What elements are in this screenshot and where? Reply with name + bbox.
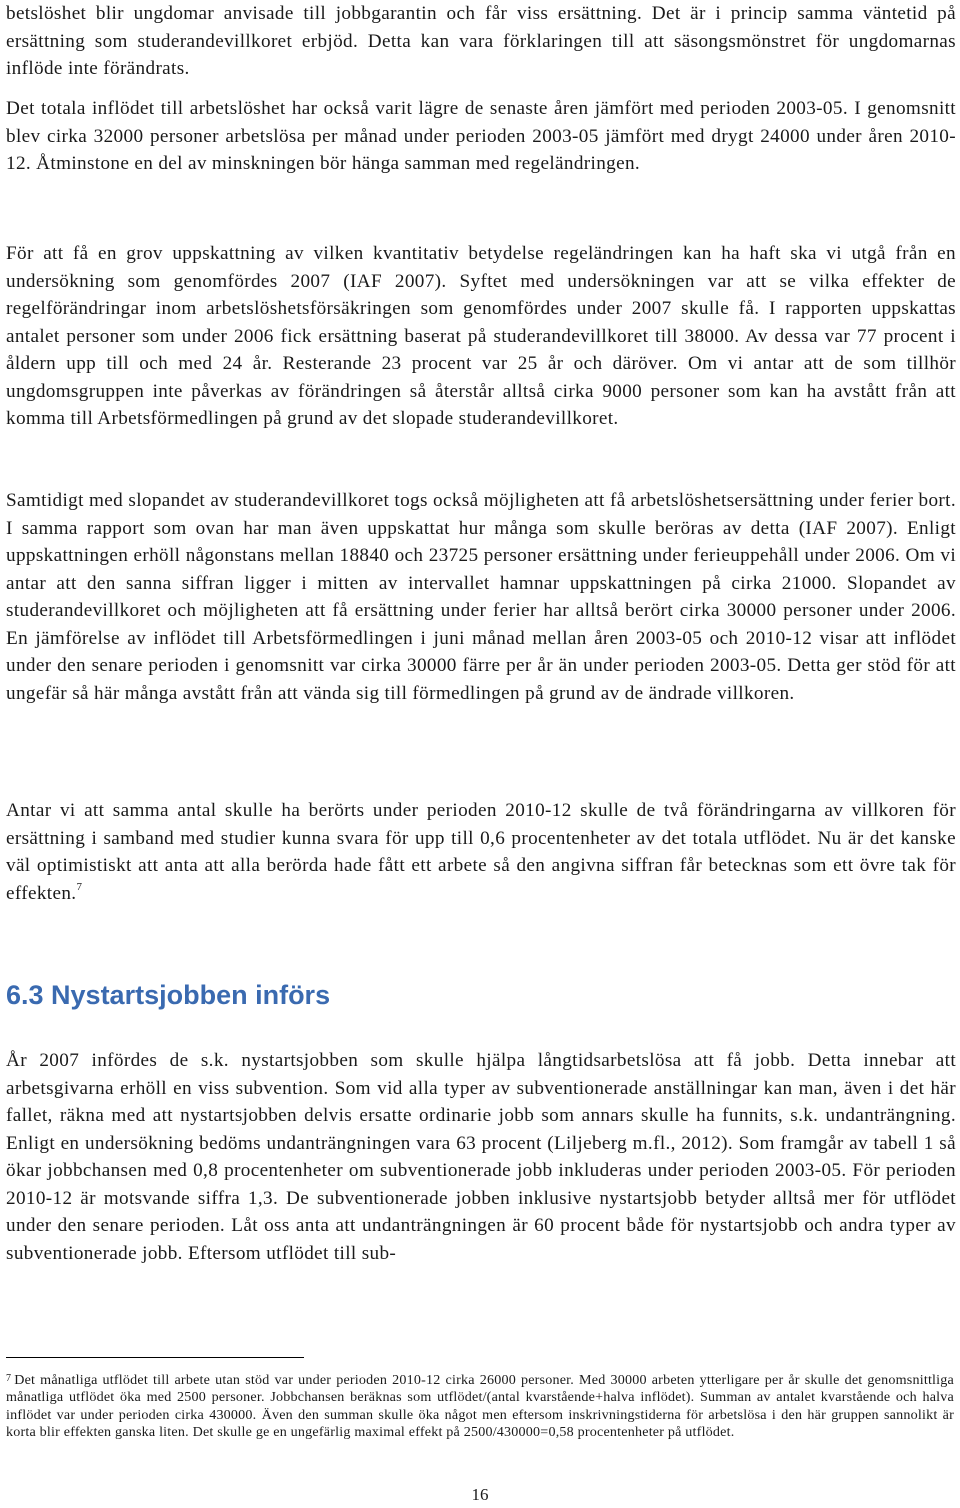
paragraph-holiday-compensation: Samtidigt med slopandet av studerandevillkoret togs också möjligheten att få arbetslöshetsersättning under ferier bort. I samma rapport som ovan har man även uppskattat hur många som skulle beröras av detta (IAF 2007). Enligt uppskattningen erhöll någonstans mellan 18840 och 23725 personer ersättning under ferieuppehåll under 2006. Om vi antar att den sanna siffran ligger i mitten av intervallet hamnar uppskattningen på cirka 21000. Slopandet av studerandevillkoret och möjligheten att få ersättning under ferier har alltså berört cirka 30000 personer under 2006. En jämförelse av inflödet till Arbetsförmedlingen i juni månad mellan åren 2003-05 och 2010-12 visar att inflödet under den senare perioden i genomsnitt var cirka 30000 färre per år än under perioden 2003-05. Detta ger stöd för att ungefär så här många avstått från att vända sig till förmedlingen på grund av de ändrade villkoren. [6,490,956,704]
paragraph-upper-bound [6,797,956,907]
paragraph-iaf-estimate: För att få en grov uppskattning av vilken kvantitativ betydelse regeländringen kan ha haft ska vi utgå från en undersökning som genomfördes 2007 (IAF 2007). Syftet med undersökningen var att se vilka effekter de regelförändringar inom arbetslöshetsförsäkringen som genomfördes under 2007 skulle få. I rapporten uppskattas antalet personer som under 2006 fick ersättning baserat på studerandevillkoret till 38000. Av dessa var 77 procent i åldern upp till och med 24 år. Resterande 23 procent var 25 år och däröver. Om vi antar att de som tillhör ungdomsgruppen inte påverkas av förändringen så återstår alltså cirka 9000 personer som kan ha avstått från att komma till Arbetsförmedlingen på grund av det slopade studerandevillkoret. [6,243,956,429]
footnote [6,1370,954,1441]
footnote-mark: 7 [6,1373,12,1384]
paragraph-upper-bound-text: Antar vi att samma antal skulle ha berörts under perioden 2010-12 skulle de två förändringarna av villkoren för ersättning i samband med studier kunna svara för upp till 0,6 procentenheter av det totala utflödet. Nu är det kanske väl optimistiskt att anta att alla berörda hade fått ett arbete så den angivna siffran får betecknas som ett övre tak för effekten. [6,800,956,904]
section-heading: 6.3 Nystartsjobben införs [6,980,331,1010]
footnote-text: Det månatliga utflödet till arbete utan stöd var under perioden 2010-12 cirka 26000 personer. Med 30000 arbeten ytterligare per år skulle det genomsnittliga månatliga utflödet öka med 2500 personer. Jobbchansen beräknas som utflödet/(antal kvarstående+halva inflödet). Summan av antalet kvarstående och halva inflödet var under perioden cirka 430000. Även den summan skulle öka något men eftersom inskrivningstiderna för arbetslösa i den här gruppen sannolikt är korta blir effekten ganska liten. Det skulle ge en ungefärlig maximal effekt på 2500/430000=0,58 procentenheter på utflödet. [6,1372,954,1440]
paragraph-nystartsjobb: År 2007 infördes de s.k. nystartsjobben som skulle hjälpa långtidsarbetslösa att få jobb. Detta innebar att arbetsgivarna erhöll en viss subvention. Som vid alla typer av subventionerade anställningar kan man, även i det här fallet, räkna med att nystartsjobben delvis ersatte ordinarie jobb som annars skulle ha funnits, s.k. undanträngning. Enligt en undersökning bedöms undanträngningen vara 63 procent (Liljeberg m.fl., 2012). Som framgår av tabell 1 så ökar jobbchansen med 0,8 procentenheter om subventionerade jobb inkluderas under perioden 2003-05. För perioden 2010-12 är motsvande siffra 1,3. De subventionerade jobben inklusive nystartsjobb betyder alltså mer för utflödet under den senare perioden. Låt oss anta att undanträngningen är 60 procent både för nystartsjobb och andra typer av subventionerade jobb. Eftersom utflödet till sub- [6,1050,956,1264]
paragraph-total-inflow: Det totala inflödet till arbetslöshet har också varit lägre de senaste åren jämfört med perioden 2003-05. I genomsnitt blev cirka 32000 personer arbetslösa per månad under perioden 2003-05 jämfört med drygt 24000 under åren 2010-12. Åtminstone en del av minskningen bör hänga samman med regeländringen. [6,98,956,174]
page-number: 16 [471,1485,489,1504]
paragraph-unemployment-wait: betslöshet blir ungdomar anvisade till jobbgarantin och får viss ersättning. Det är i princip samma väntetid på ersättning som studerandevillkoret erbjöd. Detta kan vara förklaringen till att säsongsmönstret för ungdomarnas inflöde inte förändrats. [6,3,956,79]
footnote-reference[interactable]: 7 [76,880,83,893]
footnote-divider [6,1357,304,1358]
